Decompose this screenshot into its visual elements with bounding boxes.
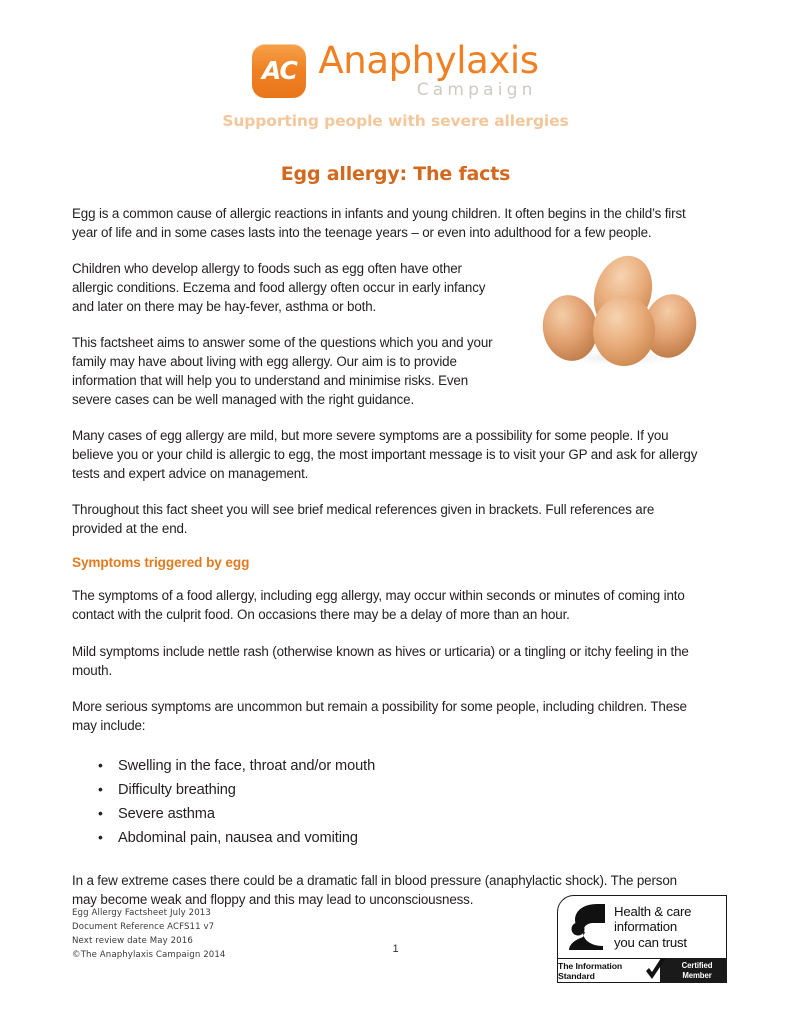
logo-subname: Campaign — [416, 79, 537, 100]
paragraph-serious-symptoms: More serious symptoms are uncommon but remain a possibility for some people, including children. These may include: — [72, 698, 687, 733]
badge-certified-line-2: Member — [682, 970, 712, 980]
paragraph-anaphylactic-shock: In a few extreme cases there could be a dramatic fall in blood pressure (anaphylactic shock). The person may become weak and floppy and this may lead to unconsciousness. — [72, 872, 677, 907]
badge-certified-line-1: Certified — [681, 961, 713, 971]
information-standard-person-icon — [567, 902, 611, 952]
check-icon — [643, 957, 669, 983]
ac-logo-icon — [252, 44, 306, 98]
list-item-label: Difficulty breathing — [118, 781, 236, 798]
section-heading-symptoms: Symptoms triggered by egg — [72, 555, 250, 571]
list-item — [98, 802, 700, 826]
badge-top-row — [558, 896, 726, 958]
footer-line-factsheet: Egg Allergy Factsheet July 2013 — [72, 908, 211, 918]
logo-tagline: Supporting people with severe allergies — [222, 112, 569, 130]
footer-line-copyright: ©The Anaphylaxis Campaign 2014 — [72, 949, 226, 960]
page-footer — [0, 900, 791, 1024]
list-item — [98, 826, 700, 850]
paragraph-intro: Egg is a common cause of allergic reactions in infants and young children. It often begins in the child’s first year of life and in some cases lasts into the teenage years – or even into adulthood for a few people. — [72, 206, 686, 241]
logo-wordmark — [318, 39, 539, 100]
paragraph-onset: The symptoms of a food allergy, including egg allergy, may occur within seconds or minutes of coming into contact with the culprit food. On occasions there may be a delay of more than an hour. — [72, 588, 685, 623]
bullet-icon: • — [98, 829, 103, 846]
paragraph-severity: Many cases of egg allergy are mild, but more severe symptoms are a possibility for some people. If you believe you or your child is allergic to egg, the most important message is to visit your GP and ask for allergy tests and expert advice on management. — [72, 428, 698, 482]
bullet-icon: • — [98, 756, 103, 773]
footer-line-reference: Document Reference ACFS11 v7 — [72, 921, 215, 932]
list-item-label: Abdominal pain, nausea and vomiting — [118, 830, 358, 847]
badge-bottom-row — [558, 958, 726, 982]
badge-line-3: you can trust — [614, 934, 687, 950]
bullet-icon: • — [98, 805, 103, 822]
paragraph-factsheet-aims: This factsheet aims to answer some of the questions which you and your family may have about living with egg allergy. Our aim is to provide information that will help you to understand and minimise risks. Even severe cases can be well managed with the right guidance. — [72, 335, 493, 408]
badge-line-2: information — [614, 919, 678, 935]
list-item — [98, 754, 700, 778]
badge-line-1: Health & care — [614, 904, 692, 920]
brand-header — [0, 39, 791, 130]
ac-monogram-text: AC — [261, 56, 297, 85]
document-body — [72, 204, 700, 926]
page-title: Egg allergy: The facts — [280, 163, 511, 185]
badge-certified-member — [660, 959, 726, 982]
list-item-label: Severe asthma — [118, 806, 215, 823]
paragraph-mild-symptoms: Mild symptoms include nettle rash (otherwise known as hives or urticaria) or a tingling or itchy feeling in the mouth. — [72, 643, 689, 678]
paragraph-references: Throughout this fact sheet you will see brief medical references given in brackets. Full references are provided at the end. — [72, 502, 655, 537]
anaphylaxis-campaign-logo — [252, 39, 539, 100]
badge-wordmark — [614, 904, 691, 949]
bullet-icon: • — [98, 780, 103, 797]
footer-line-review-date: Next review date May 2016 — [72, 935, 193, 946]
symptom-list — [72, 754, 700, 851]
page-number: 1 — [392, 943, 399, 955]
paragraph-other-conditions: Children who develop allergy to foods such as egg often have other allergic conditions. Eczema and food allergy often occur in early infancy and later on there may be hay-fever, asthma or both. — [72, 261, 486, 315]
list-item-label: Swelling in the face, throat and/or mouth — [118, 757, 376, 774]
badge-standard-label: The Information Standard — [558, 960, 623, 981]
list-item — [98, 778, 700, 802]
information-standard-badge — [557, 895, 727, 983]
logo-name: Anaphylaxis — [318, 39, 539, 82]
